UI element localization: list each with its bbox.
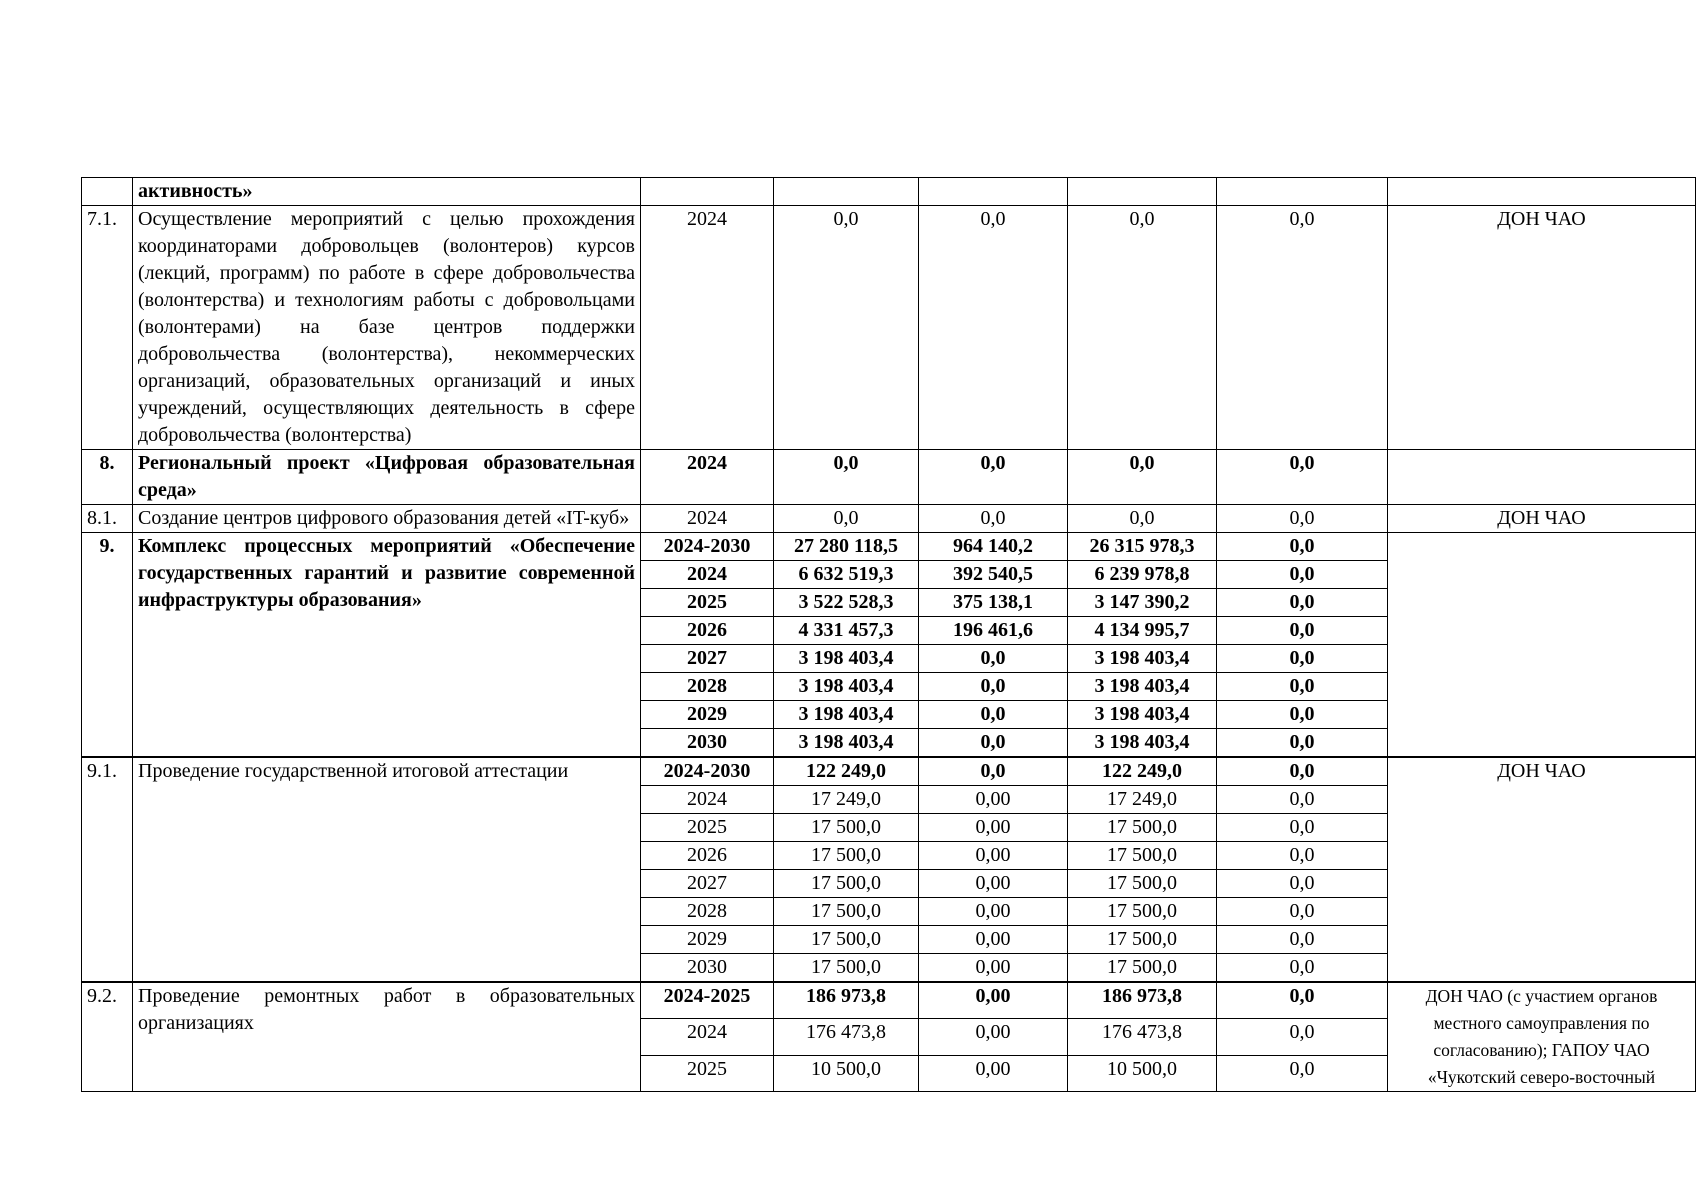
total-cell: 6 632 519,3: [774, 561, 919, 589]
year-cell: 2025: [641, 814, 774, 842]
regional-cell: 3 198 403,4: [1068, 645, 1217, 673]
table-row: [82, 505, 1696, 533]
federal-cell: 0,0: [919, 757, 1068, 786]
local-cell: 0,0: [1217, 561, 1388, 589]
total-cell: 17 500,0: [774, 842, 919, 870]
federal-cell: 0,0: [919, 450, 1068, 505]
regional-cell: 122 249,0: [1068, 757, 1217, 786]
year-cell: 2024-2025: [641, 982, 774, 1019]
local-cell: 0,0: [1217, 870, 1388, 898]
table-row: [82, 178, 1696, 206]
regional-cell: 17 500,0: [1068, 870, 1217, 898]
executor-cell: [1388, 450, 1696, 505]
federal-cell: 0,00: [919, 842, 1068, 870]
table-row: [82, 533, 1696, 561]
executor-cell: ДОН ЧАО: [1388, 206, 1696, 450]
regional-cell: 3 198 403,4: [1068, 729, 1217, 758]
row-number: 8.1.: [82, 505, 133, 533]
regional-cell: 0,0: [1068, 505, 1217, 533]
federal-cell: 0,00: [919, 814, 1068, 842]
executor-cell: [1388, 533, 1696, 758]
total-cell: 17 500,0: [774, 926, 919, 954]
year-cell: 2024: [641, 450, 774, 505]
year-cell: 2030: [641, 729, 774, 758]
local-cell: 0,0: [1217, 786, 1388, 814]
total-cell: 3 198 403,4: [774, 729, 919, 758]
local-cell: 0,0: [1217, 982, 1388, 1019]
local-cell: 0,0: [1217, 814, 1388, 842]
federal-cell: 0,00: [919, 786, 1068, 814]
year-cell: 2026: [641, 617, 774, 645]
local-cell: 0,0: [1217, 1055, 1388, 1091]
activity-name: Комплекс процессных мероприятий «Обеспечение государственных гарантий и развитие современной инфраструктуры образования»: [133, 533, 641, 758]
regional-cell: 17 500,0: [1068, 814, 1217, 842]
regional-cell: 26 315 978,3: [1068, 533, 1217, 561]
federal-cell: 0,0: [919, 505, 1068, 533]
regional-cell: 17 500,0: [1068, 954, 1217, 983]
year-cell: 2030: [641, 954, 774, 983]
table-row: [82, 450, 1696, 505]
total-cell: 3 198 403,4: [774, 645, 919, 673]
regional-cell: 17 500,0: [1068, 898, 1217, 926]
federal-cell: 0,00: [919, 982, 1068, 1019]
year-cell: 2024-2030: [641, 533, 774, 561]
activity-name: Региональный проект «Цифровая образовательная среда»: [133, 450, 641, 505]
federal-cell: 196 461,6: [919, 617, 1068, 645]
local-cell: 0,0: [1217, 729, 1388, 758]
local-cell: 0,0: [1217, 898, 1388, 926]
activity-name: Проведение ремонтных работ в образовательных организациях: [133, 982, 641, 1092]
total-cell: 3 198 403,4: [774, 673, 919, 701]
regional-cell: 186 973,8: [1068, 982, 1217, 1019]
federal-cell: 0,00: [919, 954, 1068, 983]
budget-table: [81, 177, 1696, 1092]
regional-cell: 3 147 390,2: [1068, 589, 1217, 617]
total-cell: 0,0: [774, 206, 919, 450]
row-number: 9.: [82, 533, 133, 758]
activity-name: Осуществление мероприятий с целью прохождения координаторами добровольцев (волонтеров) курсов (лекций, программ) по работе в сфере добровольчества (волонтерства) и технологиям работы с добровольцами (волонтерами) на базе центров поддержки добровольчества (волонтерства), некоммерческих организаций, образовательных организаций и иных учреждений, осуществляющих деятельность в сфере добровольчества (волонтерства): [133, 206, 641, 450]
total-cell: 176 473,8: [774, 1019, 919, 1055]
year-cell: 2028: [641, 898, 774, 926]
total-cell: 4 331 457,3: [774, 617, 919, 645]
local-cell: 0,0: [1217, 926, 1388, 954]
regional-cell: 176 473,8: [1068, 1019, 1217, 1055]
regional-cell: 17 249,0: [1068, 786, 1217, 814]
table-row: [82, 206, 1696, 450]
total-cell: 17 249,0: [774, 786, 919, 814]
local-cell: 0,0: [1217, 617, 1388, 645]
year-cell: 2027: [641, 870, 774, 898]
row-number: 7.1.: [82, 206, 133, 450]
total-cell: 122 249,0: [774, 757, 919, 786]
table-body: [82, 178, 1696, 1092]
row-number: [82, 178, 133, 206]
regional-cell: 0,0: [1068, 206, 1217, 450]
federal-cell: 375 138,1: [919, 589, 1068, 617]
year-cell: 2027: [641, 645, 774, 673]
table-row: [82, 982, 1696, 1019]
federal-cell: 0,0: [919, 206, 1068, 450]
year-cell: 2024: [641, 1019, 774, 1055]
local-cell: 0,0: [1217, 1019, 1388, 1055]
total-cell: 17 500,0: [774, 898, 919, 926]
local-cell: 0,0: [1217, 505, 1388, 533]
regional-cell: 3 198 403,4: [1068, 673, 1217, 701]
year-cell: 2029: [641, 701, 774, 729]
executor-cell: ДОН ЧАО: [1388, 757, 1696, 982]
federal-cell: 964 140,2: [919, 533, 1068, 561]
regional-cell: 3 198 403,4: [1068, 701, 1217, 729]
local-cell: 0,0: [1217, 450, 1388, 505]
executor-cell: ДОН ЧАО (с участием органов местного самоуправления по согласованию); ГАПОУ ЧАО «Чукотский северо-восточный: [1388, 982, 1696, 1092]
year-cell: 2024: [641, 206, 774, 450]
federal-cell: 0,00: [919, 1019, 1068, 1055]
year-cell: 2024: [641, 561, 774, 589]
local-cell: 0,0: [1217, 673, 1388, 701]
regional-cell: 4 134 995,7: [1068, 617, 1217, 645]
regional-cell: 17 500,0: [1068, 926, 1217, 954]
total-cell: 17 500,0: [774, 954, 919, 983]
local-cell: 0,0: [1217, 589, 1388, 617]
regional-cell: 10 500,0: [1068, 1055, 1217, 1091]
federal-cell: 0,00: [919, 926, 1068, 954]
total-cell: 17 500,0: [774, 814, 919, 842]
federal-cell: 0,0: [919, 701, 1068, 729]
year-cell: 2025: [641, 1055, 774, 1091]
row-number: 9.2.: [82, 982, 133, 1092]
local-cell: 0,0: [1217, 533, 1388, 561]
local-cell: 0,0: [1217, 842, 1388, 870]
year-cell: 2026: [641, 842, 774, 870]
federal-cell: 0,0: [919, 645, 1068, 673]
local-cell: 0,0: [1217, 701, 1388, 729]
activity-name: активность»: [133, 178, 641, 206]
federal-cell: 392 540,5: [919, 561, 1068, 589]
local-cell: 0,0: [1217, 206, 1388, 450]
total-cell: 27 280 118,5: [774, 533, 919, 561]
total-cell: 10 500,0: [774, 1055, 919, 1091]
row-number: 9.1.: [82, 757, 133, 982]
regional-cell: 17 500,0: [1068, 842, 1217, 870]
federal-cell: 0,00: [919, 870, 1068, 898]
activity-name: Проведение государственной итоговой аттестации: [133, 757, 641, 982]
year-cell: 2024-2030: [641, 757, 774, 786]
total-cell: 3 198 403,4: [774, 701, 919, 729]
federal-cell: 0,0: [919, 729, 1068, 758]
total-cell: 0,0: [774, 505, 919, 533]
local-cell: 0,0: [1217, 645, 1388, 673]
year-cell: 2028: [641, 673, 774, 701]
activity-name: Создание центров цифрового образования детей «IT-куб»: [133, 505, 641, 533]
federal-cell: 0,0: [919, 673, 1068, 701]
executor-cell: ДОН ЧАО: [1388, 505, 1696, 533]
total-cell: 3 522 528,3: [774, 589, 919, 617]
local-cell: 0,0: [1217, 757, 1388, 786]
federal-cell: 0,00: [919, 1055, 1068, 1091]
local-cell: 0,0: [1217, 954, 1388, 983]
total-cell: 186 973,8: [774, 982, 919, 1019]
year-cell: 2024: [641, 786, 774, 814]
total-cell: 0,0: [774, 450, 919, 505]
table-row: [82, 757, 1696, 786]
regional-cell: 0,0: [1068, 450, 1217, 505]
row-number: 8.: [82, 450, 133, 505]
year-cell: 2029: [641, 926, 774, 954]
year-cell: 2025: [641, 589, 774, 617]
regional-cell: 6 239 978,8: [1068, 561, 1217, 589]
total-cell: 17 500,0: [774, 870, 919, 898]
federal-cell: 0,00: [919, 898, 1068, 926]
year-cell: 2024: [641, 505, 774, 533]
